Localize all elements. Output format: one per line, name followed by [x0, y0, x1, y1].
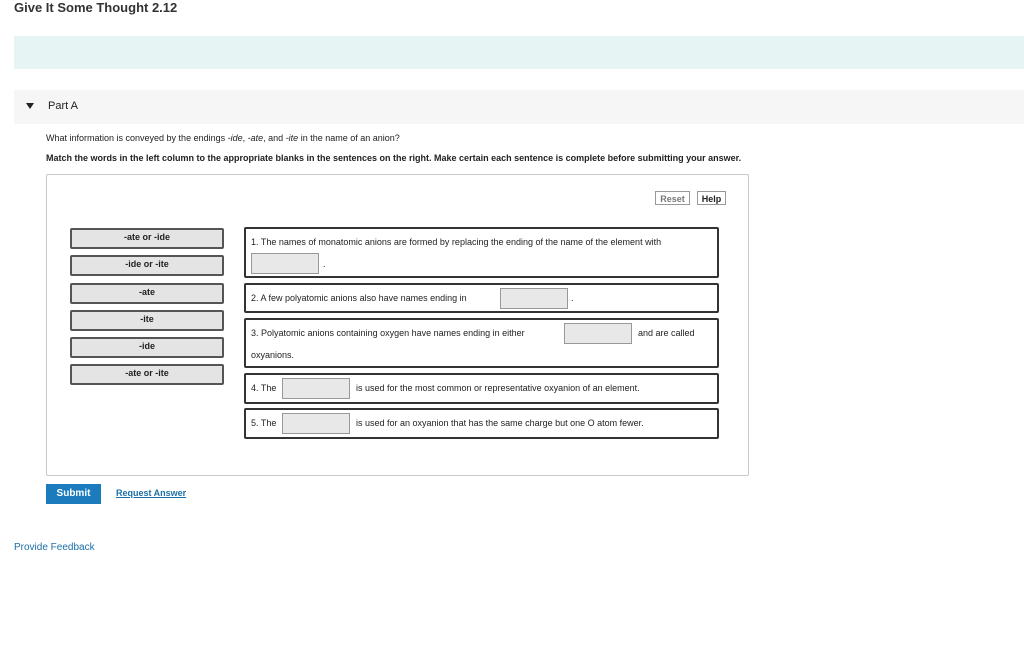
sentence-4	[244, 373, 719, 404]
question-sep2: , and	[263, 133, 286, 143]
reset-button[interactable]: Reset	[655, 191, 690, 205]
blank-1[interactable]	[251, 253, 319, 274]
provide-feedback-link[interactable]: Provide Feedback	[14, 542, 95, 553]
sentence-5	[244, 408, 719, 439]
chip-ate-or-ite[interactable]: -ate or -ite	[70, 364, 224, 385]
sentence-3	[244, 318, 719, 368]
question-prefix: What information is conveyed by the endings	[46, 133, 228, 143]
instruction-text: Match the words in the left column to the appropriate blanks in the sentences on the right. Make certain each sentence is complete before submitting your answer.	[46, 153, 742, 163]
sentence-4-end: is used for the most common or representative oxyanion of an element.	[356, 383, 640, 393]
sentence-5-start: 5. The	[251, 418, 277, 428]
chip-ide-or-ite[interactable]: -ide or -ite	[70, 255, 224, 276]
question-suffix: in the name of an anion?	[298, 133, 400, 143]
help-button[interactable]: Help	[697, 191, 726, 205]
chip-ide[interactable]: -ide	[70, 337, 224, 358]
sentence-3-text: 3. Polyatomic anions containing oxygen have names ending in either	[251, 328, 525, 338]
collapse-triangle-icon[interactable]	[26, 103, 34, 109]
blank-4[interactable]	[282, 378, 350, 399]
ending-ate: -ate	[247, 133, 264, 143]
sentence-3-mid: and are called	[638, 328, 695, 338]
sentence-2-text: 2. A few polyatomic anions also have names ending in	[251, 293, 467, 303]
sentence-3-line2: oxyanions.	[251, 350, 295, 360]
page-title: Give It Some Thought 2.12	[14, 0, 178, 15]
part-header[interactable]	[14, 90, 1024, 124]
submit-button[interactable]: Submit	[46, 484, 101, 504]
chip-ate[interactable]: -ate	[70, 283, 224, 304]
request-answer-link[interactable]: Request Answer	[116, 488, 187, 498]
sentence-4-start: 4. The	[251, 383, 277, 393]
ending-ite: -ite	[285, 133, 299, 143]
question-text	[46, 133, 400, 143]
chip-ate-or-ide[interactable]: -ate or -ide	[70, 228, 224, 249]
part-label[interactable]: Part A	[48, 100, 78, 112]
sentence-2	[244, 283, 719, 313]
sentence-1-text: 1. The names of monatomic anions are formed by replacing the ending of the name of the element with	[251, 237, 662, 247]
question-sep1: ,	[242, 133, 248, 143]
sentence-2-end: .	[571, 293, 574, 303]
sentence-1	[244, 227, 719, 278]
ending-ide: -ide	[227, 133, 243, 143]
blank-3[interactable]	[564, 323, 632, 344]
info-banner	[14, 36, 1024, 69]
blank-2[interactable]	[500, 288, 568, 309]
chip-ite[interactable]: -ite	[70, 310, 224, 331]
sentence-5-end: is used for an oxyanion that has the same charge but one O atom fewer.	[356, 418, 644, 428]
sentence-1-end: .	[323, 259, 326, 269]
blank-5[interactable]	[282, 413, 350, 434]
